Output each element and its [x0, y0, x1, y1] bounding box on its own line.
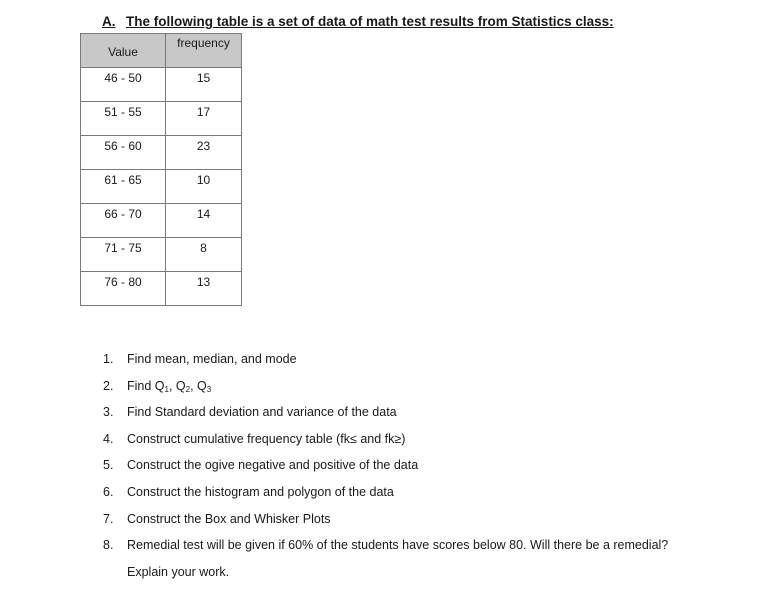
item-number: 6. [103, 484, 114, 499]
list-item [103, 479, 703, 506]
frequency-cell: 13 [166, 272, 242, 306]
table-row [81, 204, 242, 238]
item-number: 1. [103, 352, 114, 366]
list-item [103, 426, 703, 453]
item-text: Remedial test will be given if 60% of the students have scores below 80. Will there be a remedial? Explain your work. [127, 538, 669, 579]
value-cell: 51 - 55 [81, 102, 166, 136]
item-number: 2. [103, 378, 114, 393]
table-row [81, 272, 242, 306]
section-label: A. [102, 14, 116, 29]
list-item [103, 532, 703, 585]
value-cell: 56 - 60 [81, 136, 166, 170]
list-item [103, 452, 703, 479]
frequency-cell: 14 [166, 204, 242, 238]
list-item [103, 399, 703, 426]
table-row [81, 170, 242, 204]
section-heading [102, 14, 614, 29]
table-row [81, 238, 242, 272]
frequency-cell: 17 [166, 102, 242, 136]
item-text: Construct the Box and Whisker Plots [127, 511, 331, 526]
table-row [81, 102, 242, 136]
table-header-row [81, 34, 242, 68]
frequency-cell: 8 [166, 238, 242, 272]
item-number: 7. [103, 511, 114, 526]
task-list [103, 346, 703, 585]
value-cell: 61 - 65 [81, 170, 166, 204]
frequency-cell: 10 [166, 170, 242, 204]
item-text: Construct the ogive negative and positive of the data [127, 458, 419, 473]
header-value: Value [81, 34, 166, 68]
item-text: Construct the histogram and polygon of the data [127, 484, 394, 499]
item-number: 4. [103, 431, 114, 446]
list-item [103, 373, 703, 400]
table-row [81, 136, 242, 170]
item-number: 8. [103, 538, 114, 553]
value-cell: 71 - 75 [81, 238, 166, 272]
value-cell: 76 - 80 [81, 272, 166, 306]
list-item [103, 346, 703, 373]
item-text: Find mean, median, and mode [127, 352, 297, 366]
item-number: 5. [103, 458, 114, 473]
frequency-table [80, 33, 242, 306]
frequency-cell: 15 [166, 68, 242, 102]
item-text: Find Standard deviation and variance of the data [127, 405, 397, 420]
list-item [103, 506, 703, 533]
header-frequency: frequency [166, 34, 242, 68]
value-cell: 66 - 70 [81, 204, 166, 238]
value-cell: 46 - 50 [81, 68, 166, 102]
table-row [81, 68, 242, 102]
item-number: 3. [103, 405, 114, 420]
section-title: The following table is a set of data of math test results from Statistics class: [126, 14, 614, 29]
frequency-cell: 23 [166, 136, 242, 170]
item-text: Find $Q_1$, $Q_2$, $Q_3$ [127, 378, 212, 394]
item-text: Construct cumulative frequency table (fk≤ and fk≥) [127, 431, 406, 446]
